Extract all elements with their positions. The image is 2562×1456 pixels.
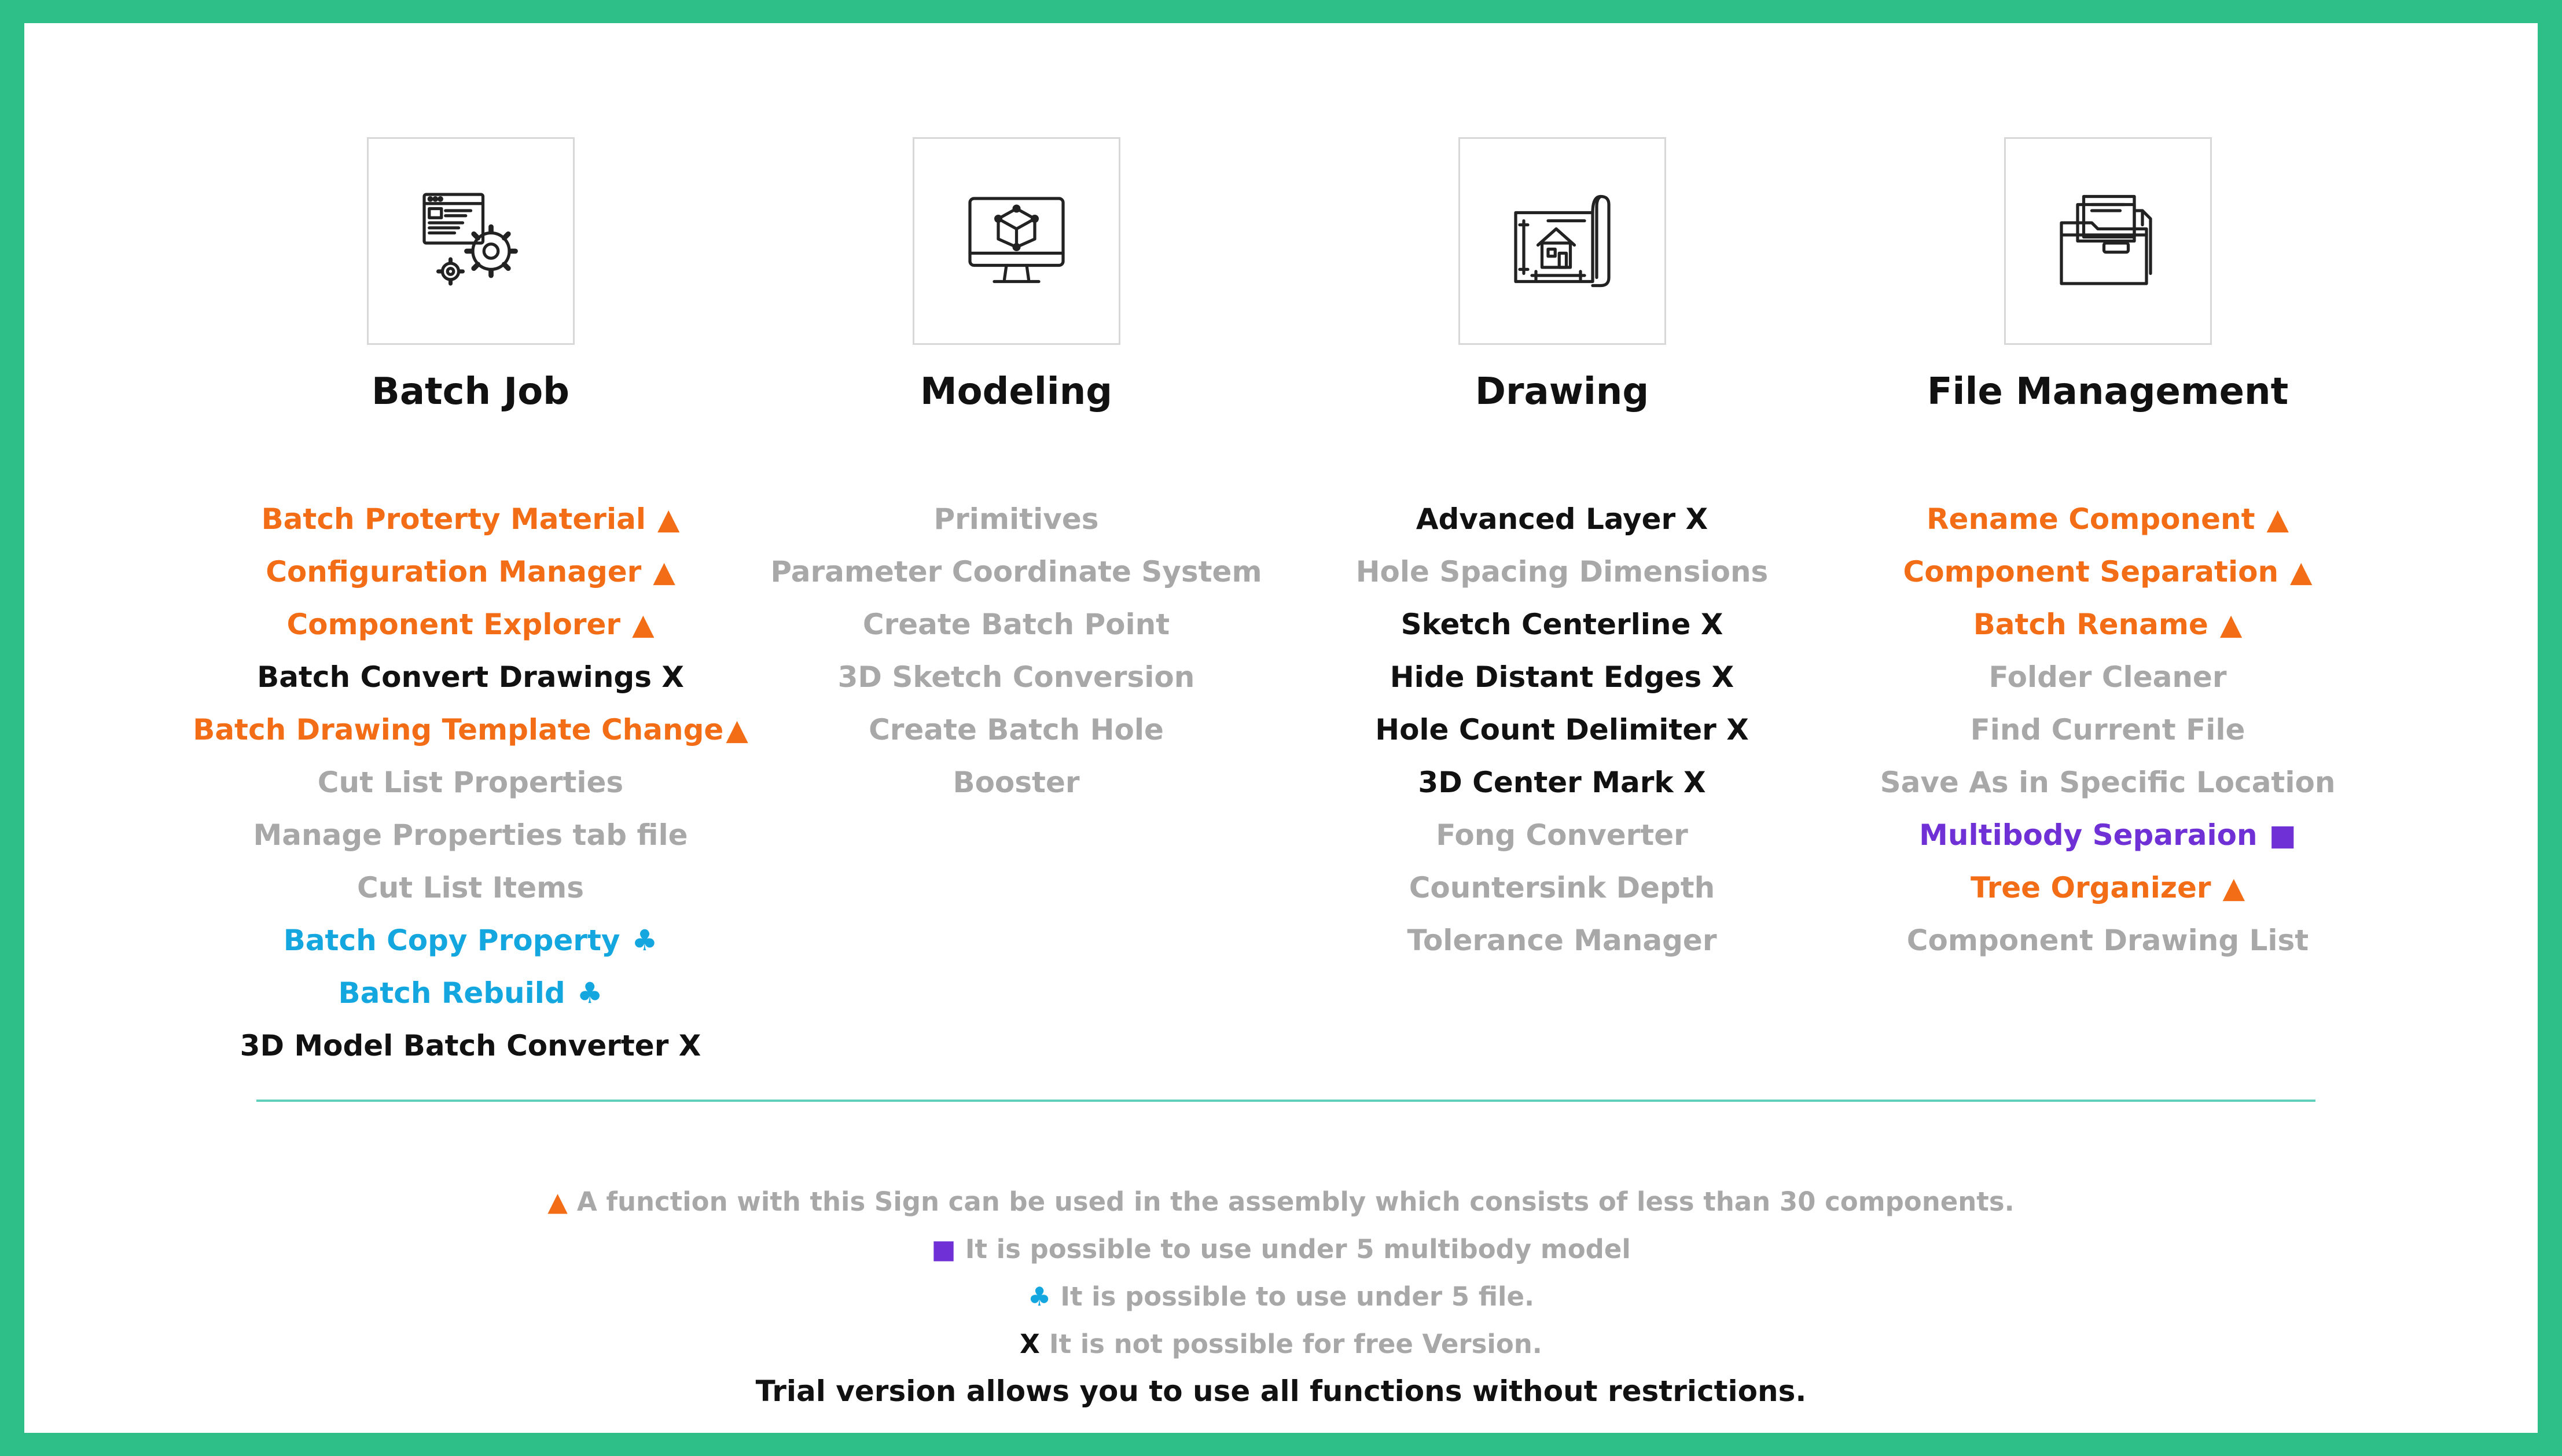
feature-label: Create Batch Point bbox=[862, 608, 1170, 641]
triangle-icon: ▲ bbox=[547, 1186, 568, 1217]
triangle-icon: ▲ bbox=[726, 713, 748, 747]
feature-item[interactable] bbox=[1273, 704, 1851, 756]
column-title: Drawing bbox=[1475, 370, 1649, 413]
triangle-icon: ▲ bbox=[2219, 608, 2243, 641]
feature-label: Countersink Depth bbox=[1409, 871, 1715, 905]
triangle-icon: ▲ bbox=[653, 555, 675, 589]
club-icon: ♣ bbox=[1027, 1281, 1052, 1312]
feature-label: Cut List Properties bbox=[317, 766, 624, 799]
feature-item[interactable] bbox=[1273, 546, 1851, 598]
feature-label: Fong Converter bbox=[1436, 818, 1688, 852]
feature-item[interactable] bbox=[727, 598, 1306, 651]
column-file-management bbox=[1818, 23, 2397, 1123]
feature-list bbox=[1818, 493, 2397, 967]
feature-item[interactable] bbox=[181, 493, 760, 546]
feature-item[interactable] bbox=[1273, 493, 1851, 546]
feature-item[interactable] bbox=[181, 914, 760, 967]
feature-label: Component Drawing List bbox=[1906, 924, 2309, 957]
square-icon: ■ bbox=[931, 1234, 956, 1264]
feature-item[interactable] bbox=[727, 756, 1306, 809]
section-divider bbox=[256, 1100, 2315, 1102]
feature-label: Save As in Specific Location bbox=[1880, 766, 2336, 799]
drawing-icon-box bbox=[1458, 137, 1666, 345]
feature-label: Component Separation bbox=[1903, 555, 2279, 589]
triangle-icon: ▲ bbox=[632, 608, 655, 641]
feature-label: Batch Rebuild bbox=[338, 976, 565, 1010]
feature-item[interactable] bbox=[1818, 598, 2397, 651]
legend-text: It is not possible for free Version. bbox=[1049, 1329, 1542, 1359]
legend-line bbox=[24, 1281, 2538, 1312]
feature-label: Find Current File bbox=[1970, 713, 2245, 747]
blueprint-house-icon bbox=[1512, 190, 1613, 292]
feature-item[interactable] bbox=[1818, 756, 2397, 809]
feature-label: Hide Distant Edges X bbox=[1390, 660, 1734, 694]
legend-text: It is possible to use under 5 multibody model bbox=[965, 1234, 1631, 1264]
feature-label: Multibody Separaion bbox=[1919, 818, 2258, 852]
legend-text: A function with this Sign can be used in the assembly which consists of less than 30 components. bbox=[576, 1186, 2015, 1217]
column-title: Batch Job bbox=[372, 370, 569, 413]
feature-label: Primitives bbox=[933, 502, 1099, 536]
feature-item[interactable] bbox=[1818, 651, 2397, 704]
feature-label: Component Explorer bbox=[286, 608, 621, 641]
feature-list bbox=[727, 493, 1306, 809]
feature-label: Folder Cleaner bbox=[1988, 660, 2227, 694]
feature-label: Rename Component bbox=[1927, 502, 2255, 536]
feature-item[interactable] bbox=[1818, 704, 2397, 756]
square-icon: ■ bbox=[2269, 818, 2296, 852]
club-icon: ♣ bbox=[576, 976, 603, 1010]
feature-item[interactable] bbox=[181, 546, 760, 598]
feature-label: Tolerance Manager bbox=[1407, 924, 1717, 957]
legend-text: It is possible to use under 5 file. bbox=[1060, 1281, 1535, 1312]
feature-item[interactable] bbox=[181, 651, 760, 704]
triangle-icon: ▲ bbox=[2290, 555, 2313, 589]
column-batch-job bbox=[181, 23, 760, 1123]
feature-label: Batch Proterty Material bbox=[261, 502, 646, 536]
feature-label: Sketch Centerline X bbox=[1401, 608, 1723, 641]
modeling-icon-box bbox=[913, 137, 1120, 345]
feature-label: Manage Properties tab file bbox=[253, 818, 688, 852]
feature-label: Batch Rename bbox=[1973, 608, 2208, 641]
column-title: Modeling bbox=[920, 370, 1113, 413]
feature-item[interactable] bbox=[1273, 914, 1851, 967]
legend-line bbox=[24, 1186, 2538, 1217]
x-mark-icon: X bbox=[1020, 1329, 1040, 1359]
feature-label: Configuration Manager bbox=[266, 555, 642, 589]
feature-item[interactable] bbox=[181, 704, 760, 756]
feature-item[interactable] bbox=[727, 651, 1306, 704]
feature-label: 3D Center Mark X bbox=[1418, 766, 1706, 799]
feature-item[interactable] bbox=[1273, 651, 1851, 704]
feature-label: Batch Convert Drawings X bbox=[257, 660, 684, 694]
feature-label: Create Batch Hole bbox=[869, 713, 1164, 747]
feature-item[interactable] bbox=[181, 598, 760, 651]
triangle-icon: ▲ bbox=[657, 502, 680, 536]
feature-item[interactable] bbox=[181, 809, 760, 862]
feature-item[interactable] bbox=[727, 704, 1306, 756]
feature-label: Tree Organizer bbox=[1970, 871, 2211, 905]
feature-item[interactable] bbox=[1818, 809, 2397, 862]
feature-label: Batch Drawing Template Change bbox=[193, 713, 724, 747]
feature-item[interactable] bbox=[181, 862, 760, 914]
folder-files-icon bbox=[2057, 190, 2159, 292]
column-drawing bbox=[1273, 23, 1851, 1123]
column-modeling bbox=[727, 23, 1306, 1123]
batch-job-icon-box bbox=[367, 137, 575, 345]
legend-line bbox=[24, 1329, 2538, 1359]
feature-label: Cut List Items bbox=[357, 871, 584, 905]
column-title: File Management bbox=[1927, 370, 2289, 413]
feature-item[interactable] bbox=[1818, 862, 2397, 914]
feature-list bbox=[181, 493, 760, 1072]
feature-item[interactable] bbox=[1273, 598, 1851, 651]
feature-item[interactable] bbox=[1818, 914, 2397, 967]
feature-item[interactable] bbox=[181, 1020, 760, 1072]
feature-overview-canvas bbox=[24, 23, 2538, 1433]
feature-label: Hole Spacing Dimensions bbox=[1355, 555, 1769, 589]
feature-item[interactable] bbox=[1818, 493, 2397, 546]
window-gear-icon bbox=[420, 190, 521, 292]
file-management-icon-box bbox=[2004, 137, 2212, 345]
feature-label: Booster bbox=[953, 766, 1080, 799]
feature-label: Hole Count Delimiter X bbox=[1375, 713, 1749, 747]
feature-item[interactable] bbox=[1818, 546, 2397, 598]
feature-item[interactable] bbox=[181, 967, 760, 1020]
feature-item[interactable] bbox=[181, 756, 760, 809]
feature-item[interactable] bbox=[1273, 756, 1851, 809]
monitor-cube-icon bbox=[966, 190, 1067, 292]
feature-label: Advanced Layer X bbox=[1416, 502, 1708, 536]
feature-item[interactable] bbox=[1273, 809, 1851, 862]
feature-label: Batch Copy Property bbox=[283, 924, 620, 957]
feature-item[interactable] bbox=[727, 493, 1306, 546]
feature-item[interactable] bbox=[1273, 862, 1851, 914]
feature-label: Parameter Coordinate System bbox=[770, 555, 1262, 589]
feature-label: 3D Sketch Conversion bbox=[837, 660, 1195, 694]
triangle-icon: ▲ bbox=[2222, 871, 2245, 905]
trial-note: Trial version allows you to use all functions without restrictions. bbox=[755, 1374, 1807, 1408]
feature-item[interactable] bbox=[727, 546, 1306, 598]
triangle-icon: ▲ bbox=[2266, 502, 2289, 536]
feature-label: 3D Model Batch Converter X bbox=[240, 1029, 701, 1062]
club-icon: ♣ bbox=[631, 924, 658, 957]
legend-line bbox=[24, 1234, 2538, 1264]
feature-list bbox=[1273, 493, 1851, 967]
